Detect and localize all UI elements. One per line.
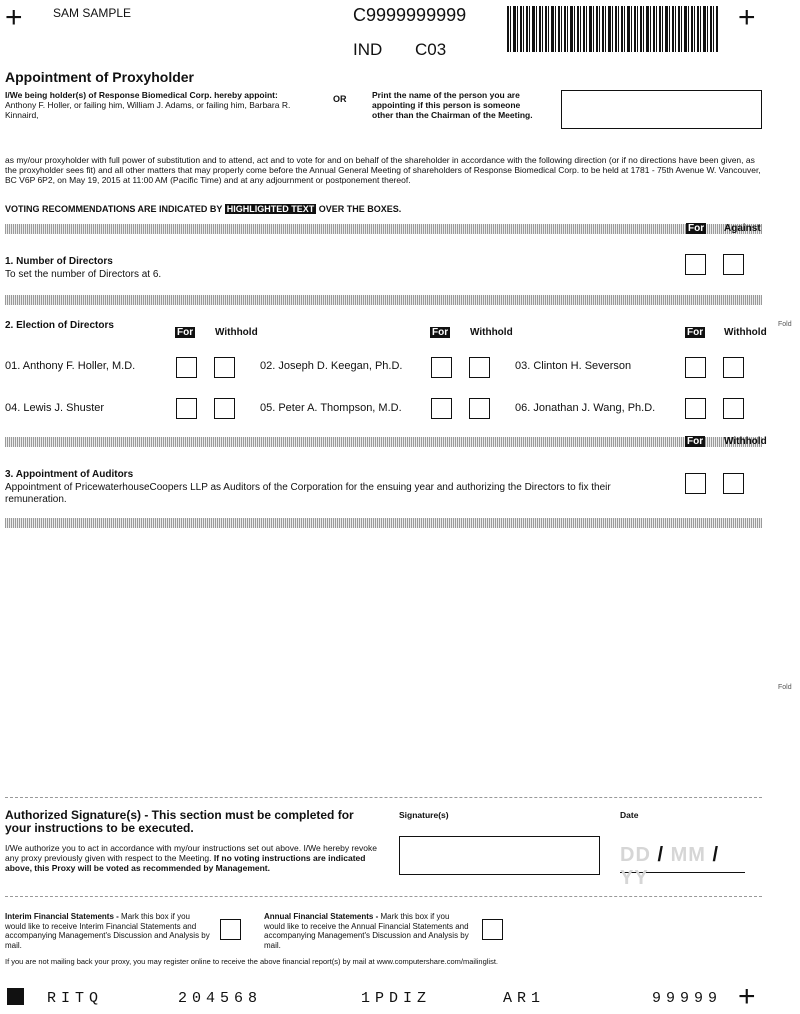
voting-rec-highlight: HIGHLIGHTED TEXT	[226, 204, 315, 214]
director-col1-withhold-header: Withhold	[215, 327, 258, 338]
item3-for-checkbox[interactable]	[685, 473, 706, 494]
item1-against-header: Against	[724, 223, 761, 234]
voting-recommendation	[5, 204, 401, 214]
signature-field[interactable]	[399, 836, 600, 875]
control-number: C9999999999	[353, 5, 467, 25]
date-slash-2: /	[712, 844, 720, 866]
appoint-intro	[5, 90, 320, 120]
voting-rec-prefix: VOTING RECOMMENDATIONS ARE INDICATED BY	[5, 204, 223, 214]
director-05-withhold-checkbox[interactable]	[469, 398, 490, 419]
director-col2-withhold-header: Withhold	[470, 327, 513, 338]
signature-text-bold: If no voting instructions are indicated above, this Proxy will be voted as recommended by Management.	[5, 853, 366, 873]
director-06-for-checkbox[interactable]	[685, 398, 706, 419]
appoint-intro-bold: I/We being holder(s) of Response Biomedical Corp. hereby appoint:	[5, 90, 278, 100]
shareholder-name: SAM SAMPLE	[53, 6, 132, 20]
director-03-withhold-checkbox[interactable]	[723, 357, 744, 378]
proxyholder-title: Appointment of Proxyholder	[5, 69, 194, 85]
interim-statements-checkbox[interactable]	[220, 919, 241, 940]
barcode	[507, 6, 719, 52]
date-label: Date	[620, 810, 639, 820]
footer-registration-square	[7, 988, 24, 1005]
director-col2-for-header: For	[432, 327, 449, 338]
signature-instructions	[5, 843, 380, 873]
director-name: 05. Peter A. Thompson, M.D.	[260, 402, 402, 414]
director-02-withhold-checkbox[interactable]	[469, 357, 490, 378]
interim-statements-desc: Mark this box if you would like to receive Interim Financial Statements and accompanying Management's Discussion and Analysis by mail.	[5, 912, 210, 950]
director-col1-for-header: For	[177, 327, 194, 338]
director-01-withhold-checkbox[interactable]	[214, 357, 235, 378]
date-day-placeholder: DD	[620, 844, 651, 866]
section-band-3	[5, 437, 762, 447]
director-name: 03. Clinton H. Severson	[515, 360, 632, 372]
annual-statements-desc: Mark this box if you would like to receive the Annual Financial Statements and accompanying Management's Discussion and Analysis by mail.	[264, 912, 469, 950]
holder-code: C03	[415, 40, 447, 59]
section-band-4	[5, 518, 762, 528]
footer-code-1: RITQ	[47, 990, 104, 1007]
proxyholder-name-field[interactable]	[561, 90, 762, 129]
signature-divider-bottom	[5, 896, 762, 897]
item2-title: 2. Election of Directors	[5, 320, 114, 331]
director-name: 06. Jonathan J. Wang, Ph.D.	[515, 402, 656, 414]
item1-for-header: For	[688, 223, 705, 234]
date-month-placeholder: MM	[670, 844, 706, 866]
annual-statements-checkbox[interactable]	[482, 919, 503, 940]
director-01-for-checkbox[interactable]	[176, 357, 197, 378]
interim-statements-title: Interim Financial Statements -	[5, 912, 119, 921]
proxy-body-text: as my/our proxyholder with full power of substitution and to attend, act and to vote for and on behalf of the shareholder in accordance with the following direction (or if no directions have been given, as the proxyholder sees fit) and all other matters that may properly come before the Annual General Meeting of shareholders of Response Biomedical Corp. to be held at 1781 - 75th Avenue W. Vancouver, BC V6P 6P2, on May 19, 2015 at 11:00 AM (Pacific Time) and at any adjournment or postponement thereof.	[5, 155, 761, 185]
item1-against-checkbox[interactable]	[723, 254, 744, 275]
director-name: 01. Anthony F. Holler, M.D.	[5, 360, 136, 372]
footer-code-5: 99999	[652, 990, 723, 1007]
director-col3-withhold-header: Withhold	[724, 327, 767, 338]
interim-statements-text	[5, 912, 210, 950]
signature-text-regular: I/We authorize you to act in accordance with my/our instructions set out above. I/We hereby revoke any proxy previously given with respect to the Meeting.	[5, 843, 377, 863]
item3-withhold-header: Withhold	[724, 436, 767, 447]
section-band-2	[5, 295, 762, 305]
item3-description: Appointment of PricewaterhouseCoopers LLP as Auditors of the Corporation for the ensuing year and authorizing the Directors to fix their remuneration.	[5, 482, 611, 505]
mailing-list-note: If you are not mailing back your proxy, you may register online to receive the above financial report(s) by mail at www.computershare.com/mailinglist.	[5, 957, 498, 966]
item3-title: 3. Appointment of Auditors	[5, 469, 134, 480]
footer-code-4: AR1	[503, 990, 546, 1007]
signature-divider-top	[5, 797, 762, 798]
print-name-label: Print the name of the person you are appointing if this person is someone other than the Chairman of the Meeting.	[372, 90, 533, 120]
director-02-for-checkbox[interactable]	[431, 357, 452, 378]
signature-title: Authorized Signature(s) - This section must be completed for your instructions to be executed.	[5, 808, 354, 835]
crop-mark-bottom-right: +	[738, 980, 756, 1013]
signature-label: Signature(s)	[399, 810, 449, 820]
annual-statements-text	[264, 912, 469, 950]
director-05-for-checkbox[interactable]	[431, 398, 452, 419]
item1-for-checkbox[interactable]	[685, 254, 706, 275]
director-col3-for-header: For	[687, 327, 704, 338]
crop-mark-top-left: +	[5, 1, 23, 34]
director-04-for-checkbox[interactable]	[176, 398, 197, 419]
fold-mark-2: Fold	[778, 684, 792, 691]
annual-statements-title: Annual Financial Statements -	[264, 912, 379, 921]
director-name: 02. Joseph D. Keegan, Ph.D.	[260, 360, 403, 372]
item1-description: To set the number of Directors at 6.	[5, 269, 162, 280]
footer-code-2: 204568	[178, 990, 263, 1007]
date-slash-1: /	[657, 844, 665, 866]
director-03-for-checkbox[interactable]	[685, 357, 706, 378]
holder-type: IND	[353, 40, 383, 59]
crop-mark-top-right: +	[738, 1, 756, 34]
item3-for-header: For	[687, 436, 704, 447]
voting-rec-suffix: OVER THE BOXES.	[318, 204, 402, 214]
footer-code-3: 1PDIZ	[361, 990, 432, 1007]
director-name: 04. Lewis J. Shuster	[5, 402, 105, 414]
fold-mark-1: Fold	[778, 321, 792, 328]
date-field[interactable]	[620, 844, 745, 889]
item1-title: 1. Number of Directors	[5, 256, 113, 267]
date-year-placeholder: YY	[620, 867, 649, 889]
item3-withhold-checkbox[interactable]	[723, 473, 744, 494]
director-04-withhold-checkbox[interactable]	[214, 398, 235, 419]
section-band-1	[5, 224, 762, 234]
or-label: OR	[333, 94, 347, 104]
director-06-withhold-checkbox[interactable]	[723, 398, 744, 419]
appoint-intro-names: Anthony F. Holler, or failing him, William J. Adams, or failing him, Barbara R. Kinnaird,	[5, 100, 291, 120]
